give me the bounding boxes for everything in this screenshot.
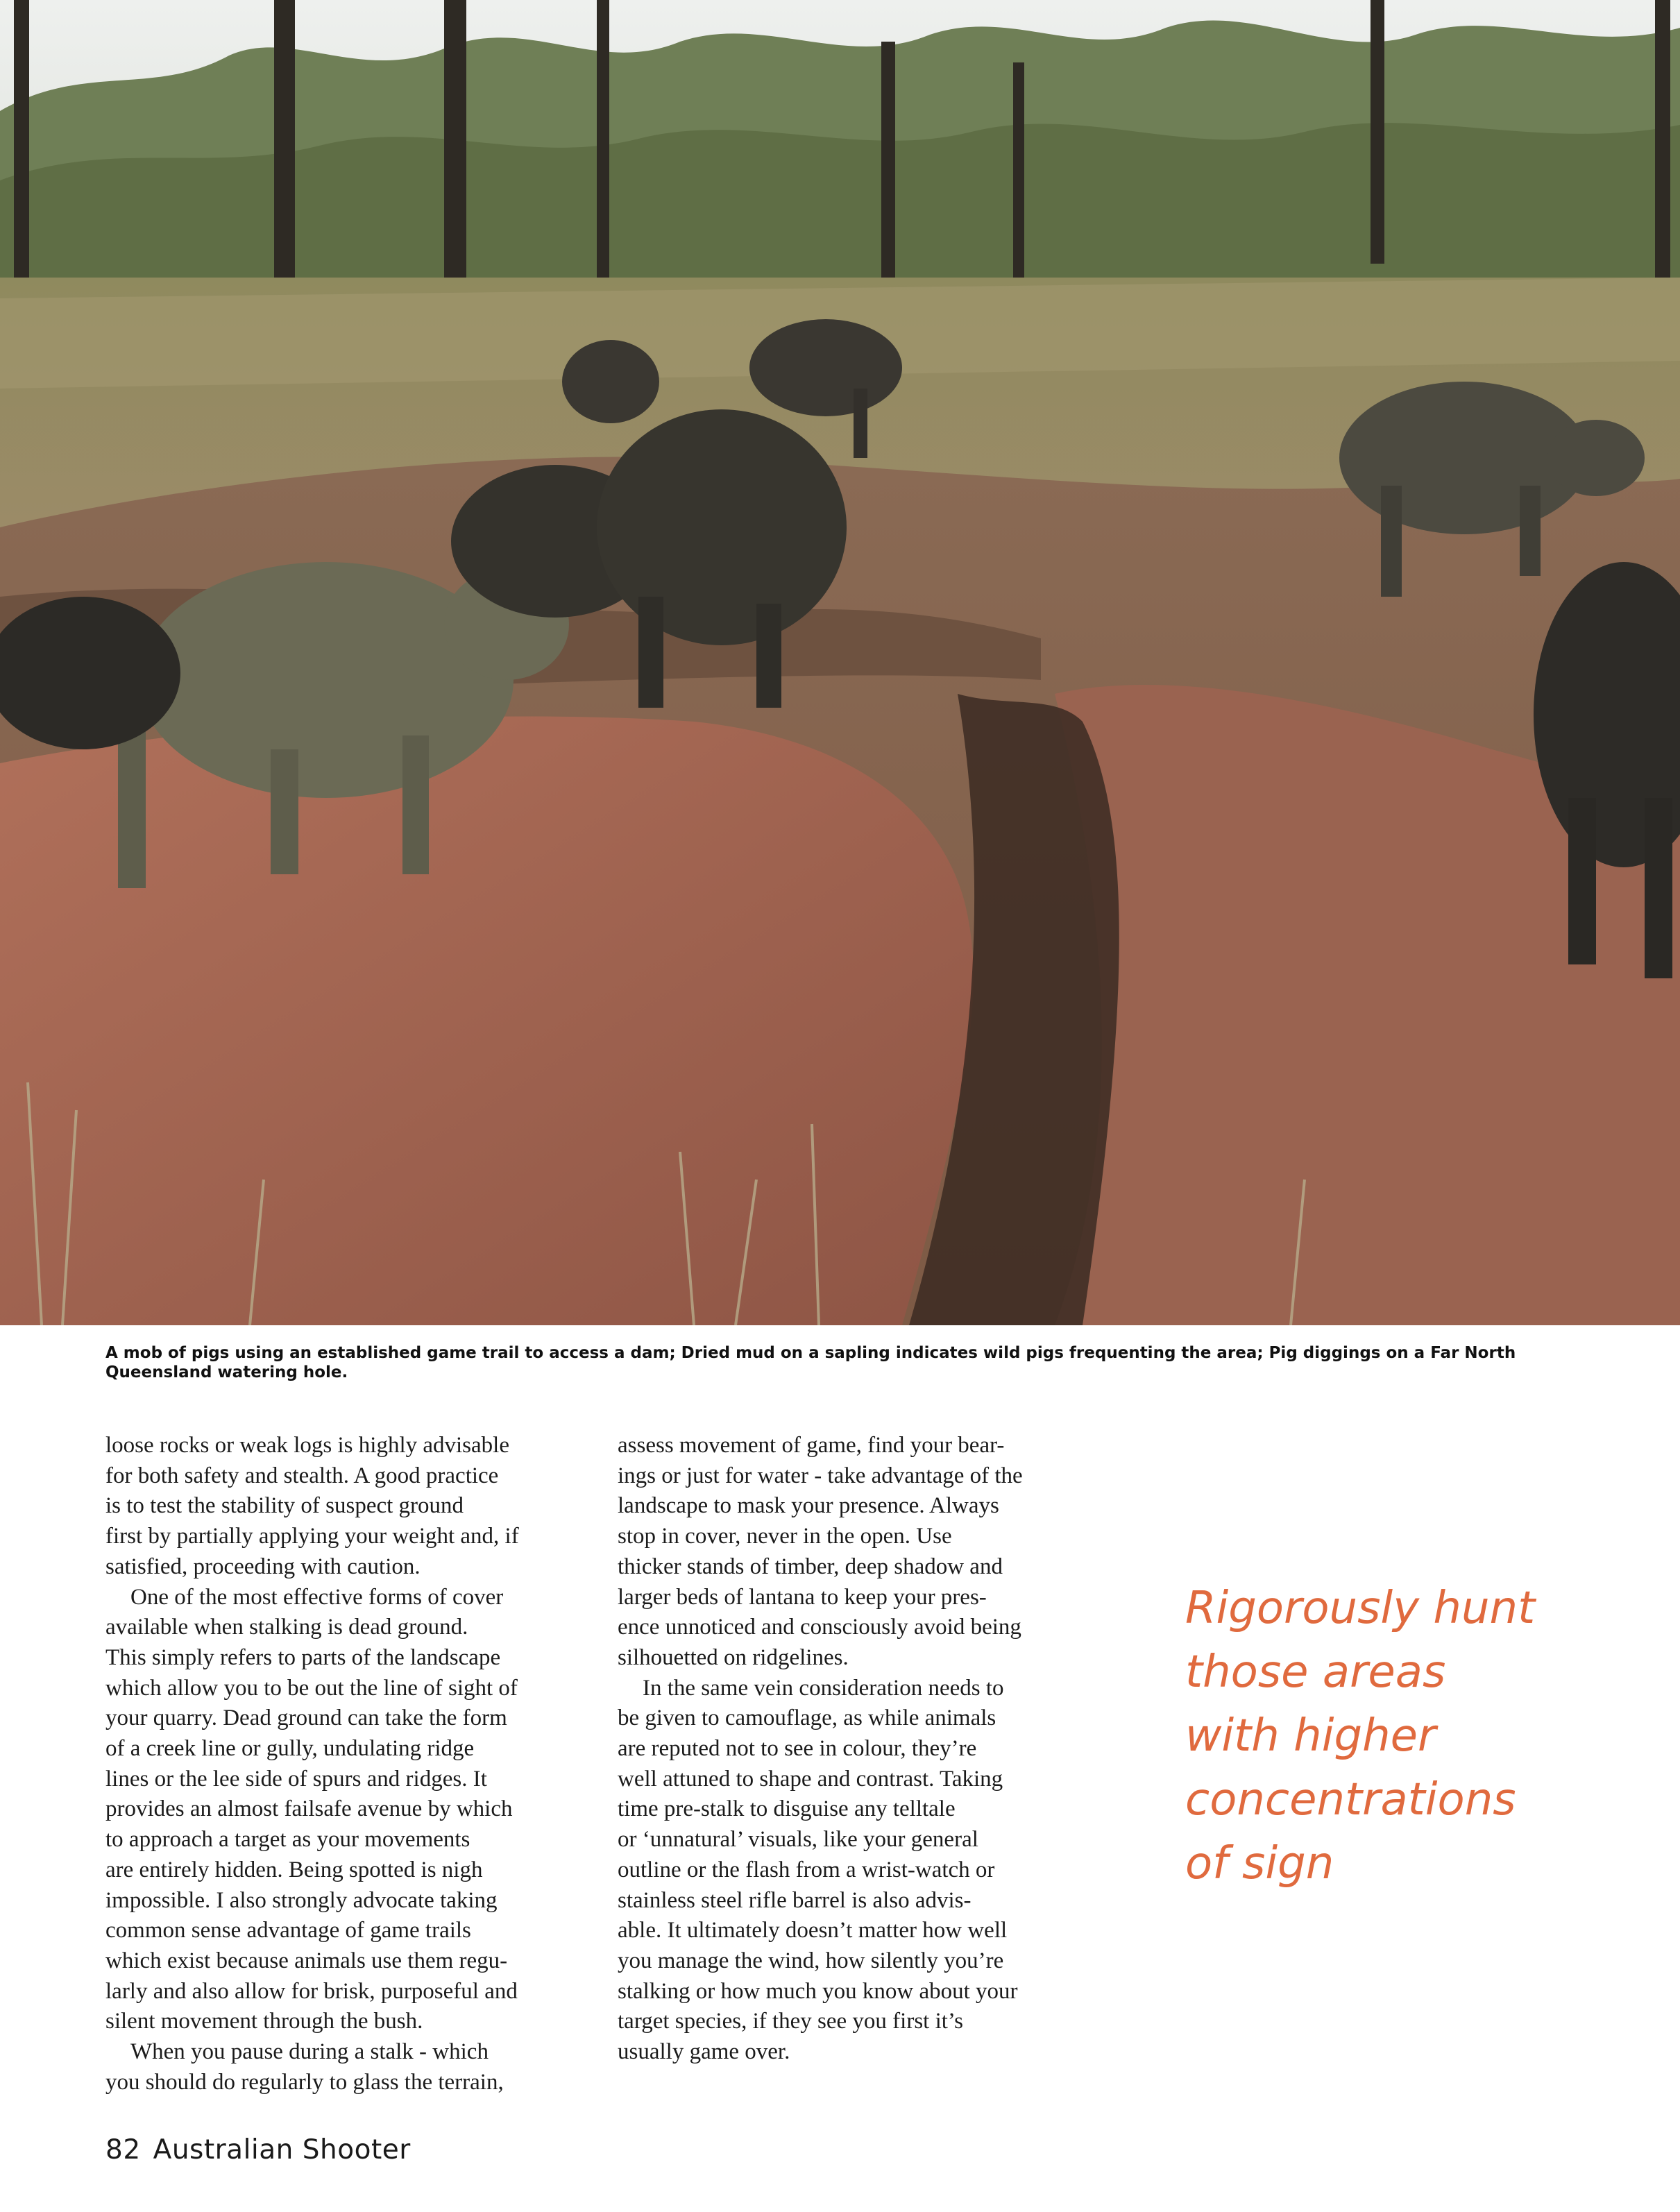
body-text-line: When you pause during a stalk - which <box>130 2039 489 2065</box>
body-text-line: or ‘unnatural’ visuals, like your general <box>618 1827 978 1853</box>
body-text-line: which allow you to be out the line of sight of <box>105 1675 518 1701</box>
body-text-line: outline or the flash from a wrist-watch or <box>618 1857 995 1882</box>
pull-quote-line: Rigorously hunt <box>1185 1583 1536 1634</box>
body-text-line: are reputed not to see in colour, they’re <box>618 1736 977 1762</box>
body-column-2 <box>618 1431 1103 2068</box>
body-text-line: loose rocks or weak logs is highly advisable <box>105 1433 509 1458</box>
photo-caption: A mob of pigs using an established game trail to access a dam; Dried mud on a sapling indicates wild pigs frequenting the area; Pig diggings on a Far North Queensland watering hole. <box>105 1344 1516 1381</box>
body-text-line: One of the most effective forms of cover <box>130 1584 504 1610</box>
body-text-line: ence unnoticed and consciously avoid being <box>618 1615 1021 1640</box>
body-text-line: silhouetted on ridgelines. <box>618 1644 849 1670</box>
body-text-line: able. It ultimately doesn’t matter how well <box>618 1918 1008 1943</box>
page-footer <box>105 2134 411 2166</box>
body-text-line: target species, if they see you first it’s <box>618 2009 963 2034</box>
pull-quote-line: with higher <box>1185 1710 1436 1762</box>
body-text-line: for both safety and stealth. A good practice <box>105 1463 499 1488</box>
body-text-line: assess movement of game, find your bear- <box>618 1433 1005 1458</box>
body-text-line: first by partially applying your weight and, if <box>105 1524 519 1549</box>
body-text-line: available when stalking is dead ground. <box>105 1615 468 1640</box>
body-text-line: you manage the wind, how silently you’re <box>618 1948 1004 1973</box>
pull-quote-line: concentrations <box>1185 1774 1516 1826</box>
body-text-line: provides an almost failsafe avenue by which <box>105 1796 513 1822</box>
body-text-line: This simply refers to parts of the landscape <box>105 1644 501 1670</box>
body-text-line: be given to camouflage, as while animals <box>618 1705 996 1731</box>
body-text-line: larger beds of lantana to keep your pres- <box>618 1584 987 1610</box>
body-text-line: impossible. I also strongly advocate taking <box>105 1887 498 1913</box>
body-text-line: ings or just for water - take advantage of the <box>618 1463 1023 1488</box>
body-text-line: to approach a target as your movements <box>105 1827 470 1853</box>
body-text-line: time pre-stalk to disguise any telltale <box>618 1796 956 1822</box>
body-text-line: which exist because animals use them regu- <box>105 1948 508 1973</box>
pull-quote-line: of sign <box>1185 1838 1334 1889</box>
body-text-line: silent movement through the bush. <box>105 2009 423 2034</box>
publication-name: Australian Shooter <box>153 2134 411 2166</box>
body-text-line: larly and also allow for brisk, purposeful and <box>105 1978 518 2004</box>
pull-quote-line: those areas <box>1185 1647 1446 1698</box>
body-text-line: you should do regularly to glass the terrain, <box>105 2069 504 2095</box>
page-number: 82 <box>105 2134 141 2166</box>
body-text-line: your quarry. Dead ground can take the form <box>105 1705 507 1731</box>
body-text-line: common sense advantage of game trails <box>105 1918 471 1943</box>
body-text-line: lines or the lee side of spurs and ridges. It <box>105 1766 487 1792</box>
body-text-line: stalking or how much you know about your <box>618 1978 1018 2004</box>
body-text-line: are entirely hidden. Being spotted is nigh <box>105 1857 483 1882</box>
body-text-line: is to test the stability of suspect ground <box>105 1493 464 1519</box>
body-text-line: landscape to mask your presence. Always <box>618 1493 999 1519</box>
body-column-1 <box>105 1431 591 2098</box>
body-text-line: stainless steel rifle barrel is also advis- <box>618 1887 971 1913</box>
body-text-line: satisfied, proceeding with caution. <box>105 1554 421 1579</box>
body-text-line: of a creek line or gully, undulating ridge <box>105 1736 475 1762</box>
body-text-line: usually game over. <box>618 2039 790 2065</box>
body-text-line: stop in cover, never in the open. Use <box>618 1524 952 1549</box>
pull-quote <box>1185 1576 1602 1896</box>
body-text-line: In the same vein consideration needs to <box>643 1675 1004 1701</box>
body-text-line: thicker stands of timber, deep shadow and <box>618 1554 1003 1579</box>
body-text-line: well attuned to shape and contrast. Taking <box>618 1766 1003 1792</box>
